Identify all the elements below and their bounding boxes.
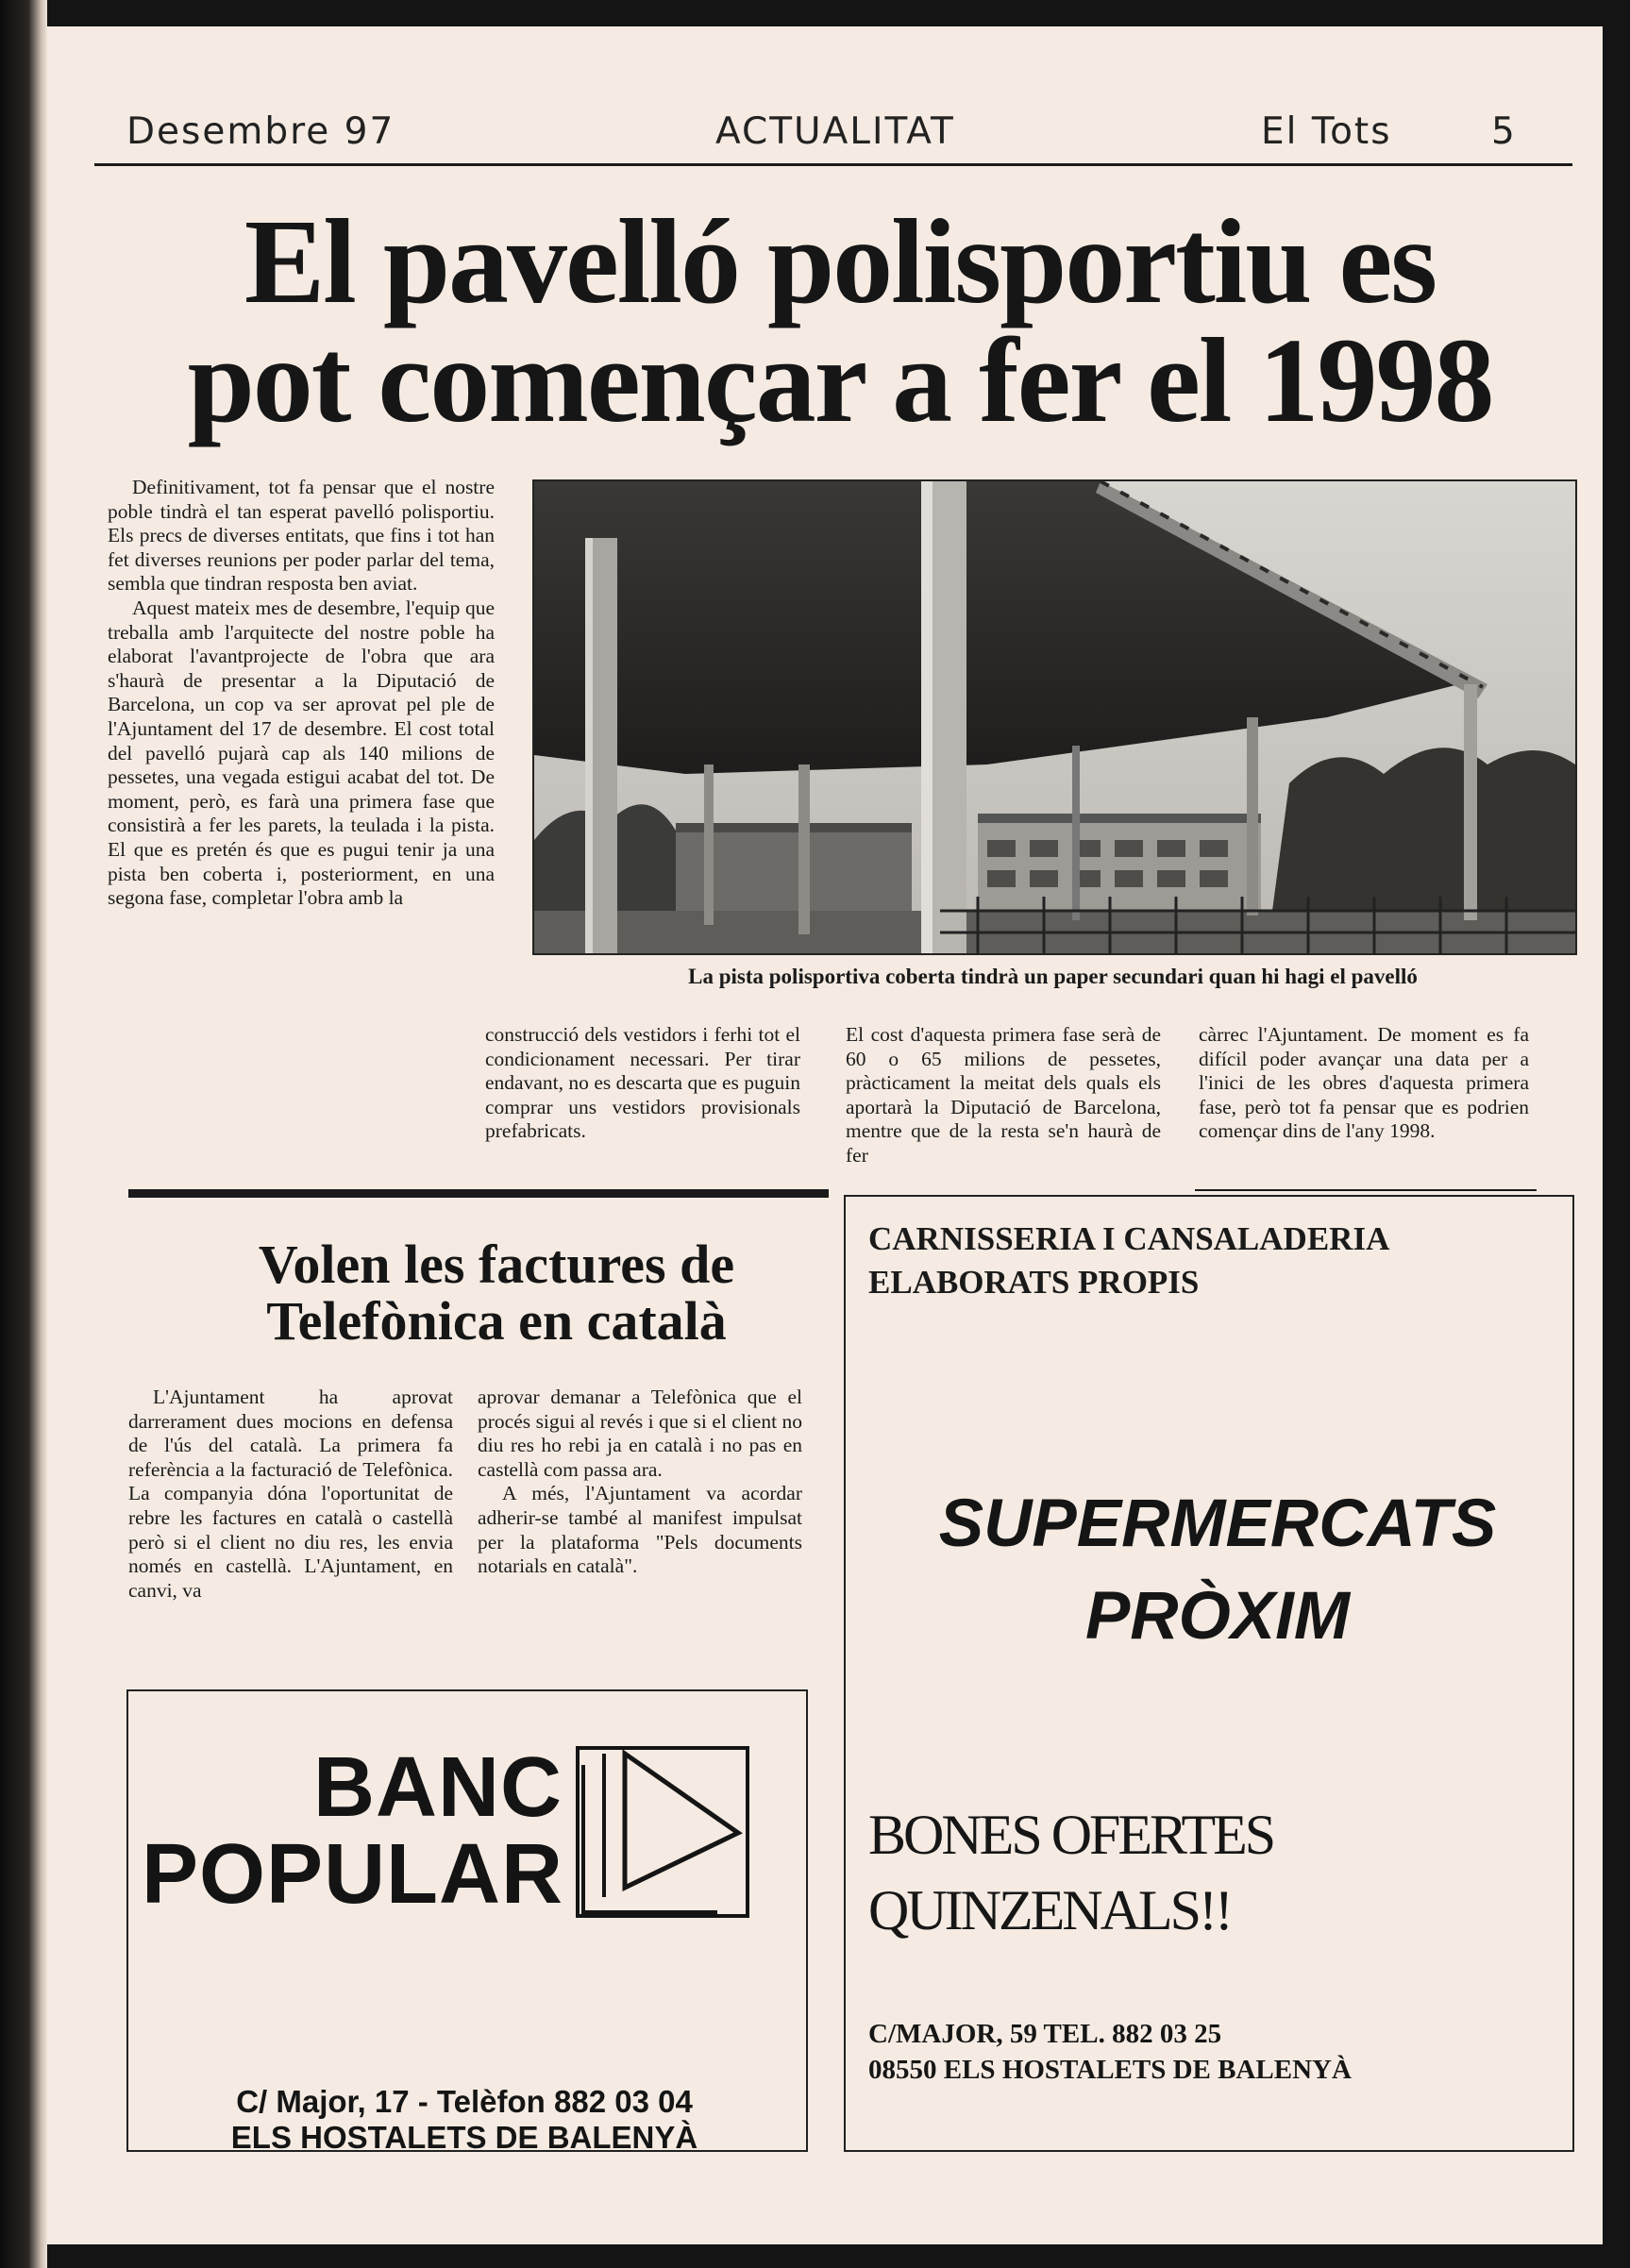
pavilion-photo <box>532 479 1577 955</box>
main-article-column-4: càrrec l'Ajuntament. De moment es fa difícil poder avançar una data per a l'inici de les obres d'aquesta primera fase, però tot fa pensar que es podrien començar dins de l'any 1998. <box>1199 1023 1529 1143</box>
photo-caption: La pista polisportiva coberta tindrà un paper secundari quan hi hagi el pavelló <box>688 965 1418 988</box>
main-headline <box>94 194 1586 447</box>
page-number: 5 <box>1491 110 1517 153</box>
market-advertisement <box>844 1195 1574 2152</box>
market-offer <box>868 1797 1567 1948</box>
section-divider-thin <box>1195 1189 1537 1191</box>
market-brand-line1: SUPERMERCATS <box>938 1487 1497 1561</box>
bank-street: C/ Major, 17 - Telèfon 882 03 04 <box>236 2084 693 2119</box>
market-offer-line1: BONES OFERTES <box>868 1804 1274 1866</box>
market-heading-line1: CARNISSERIA I CANSALADERIA <box>868 1220 1390 1257</box>
section-divider-thick <box>128 1189 829 1198</box>
second-headline-line1: Volen les factures de <box>258 1234 735 1295</box>
header-rule <box>94 163 1572 166</box>
main-article-column-1 <box>108 476 495 911</box>
bank-name-line1: BANC <box>313 1740 563 1835</box>
publication-name: El Tots <box>1261 110 1392 153</box>
second-article-column-1 <box>128 1386 453 1603</box>
second-headline-line2: Telefònica en català <box>266 1290 727 1352</box>
main-article-column-2: construcció dels vestidors i ferhi tot el condicionament necessari. Per tirar endavant, no es descarta que es puguin comprar uns vestidors provisionals prefabricats. <box>485 1023 800 1143</box>
section-name: ACTUALITAT <box>715 110 955 153</box>
main-article-paragraph-2: Aquest mateix mes de desembre, l'equip que treballa amb l'arquitecte del nostre poble ha elaborat l'avantprojecte de l'obra que ara s'haurà de presentar a la Diputació de Barcelona, un cop va ser aprovat pel ple de l'Ajuntament del 17 de desembre. El cost total del pavelló pujarà cap als 140 milions de pessetes, una vegada estigui acabat del tot. De moment, però, es farà una primera fase que consistirà a fer les parets, la teulada i la pista. El que es pretén és que es pugui tenir ja una pista ben coberta i, posteriorment, en una segona fase, completar l'obra amb la <box>108 596 495 910</box>
second-article-paragraph-2: aprovar demanar a Telefònica que el procés sigui al revés i que si el client no diu res ho rebi ja en català i no pas en castellà com passa ara. <box>478 1386 802 1481</box>
page-binding-shadow <box>0 0 47 2268</box>
second-article-column-2 <box>478 1386 802 1579</box>
market-heading-line2: ELABORATS PROPIS <box>868 1264 1200 1301</box>
main-headline-line2: pot començar a fer el 1998 <box>187 313 1493 447</box>
main-article-paragraph-1: Definitivament, tot fa pensar que el nostre poble tindrà el tan esperat pavelló polisportiu. Els precs de diverses entitats, que fins i tot han fet diverses reunions per poder parlar del tema, sembla que tindran resposta ben aviat. <box>108 476 495 596</box>
market-heading <box>868 1218 1567 1304</box>
main-article-column-3: El cost d'aquesta primera fase serà de 60 o 65 milions de pessetes, pràcticament la meitat dels quals els aportarà la Diputació de Barcelona, mentre que de la resta se'n haurà de fer <box>846 1023 1161 1167</box>
bank-logo-icon <box>576 1746 749 1918</box>
market-brand <box>868 1478 1567 1663</box>
bank-town: ELS HOSTALETS DE BALENYÀ <box>230 2120 698 2155</box>
newspaper-page <box>47 26 1603 2244</box>
main-headline-line1: El pavelló polisportiu es <box>244 194 1437 328</box>
covered-sports-court-image <box>534 481 1575 953</box>
market-brand-line2: PRÒXIM <box>1084 1579 1351 1654</box>
second-headline <box>138 1236 855 1350</box>
second-article-paragraph-1: L'Ajuntament ha aprovat darrerament dues mocions en defensa de l'ús del català. La primera fa referència a la facturació de Telefònica. La companyia dóna l'oportunitat de rebre les factures en català o castellà però si el client no diu res, les envia només en castellà. L'Ajuntament, en canvi, va <box>128 1386 453 1602</box>
market-offer-line2: QUINZENALS!! <box>868 1879 1231 1941</box>
market-address <box>868 2016 1567 2088</box>
second-article-paragraph-3: A més, l'Ajuntament va acordar adherir-se també al manifest impulsat per la plataforma "Pels documents notarials en català". <box>478 1482 802 1578</box>
issue-date: Desembre 97 <box>126 110 395 153</box>
bank-address <box>128 2084 800 2156</box>
bank-name-line2: POPULAR <box>142 1827 564 1922</box>
market-street: C/MAJOR, 59 TEL. 882 03 25 <box>868 2019 1222 2049</box>
market-town: 08550 ELS HOSTALETS DE BALENYÀ <box>868 2055 1352 2085</box>
